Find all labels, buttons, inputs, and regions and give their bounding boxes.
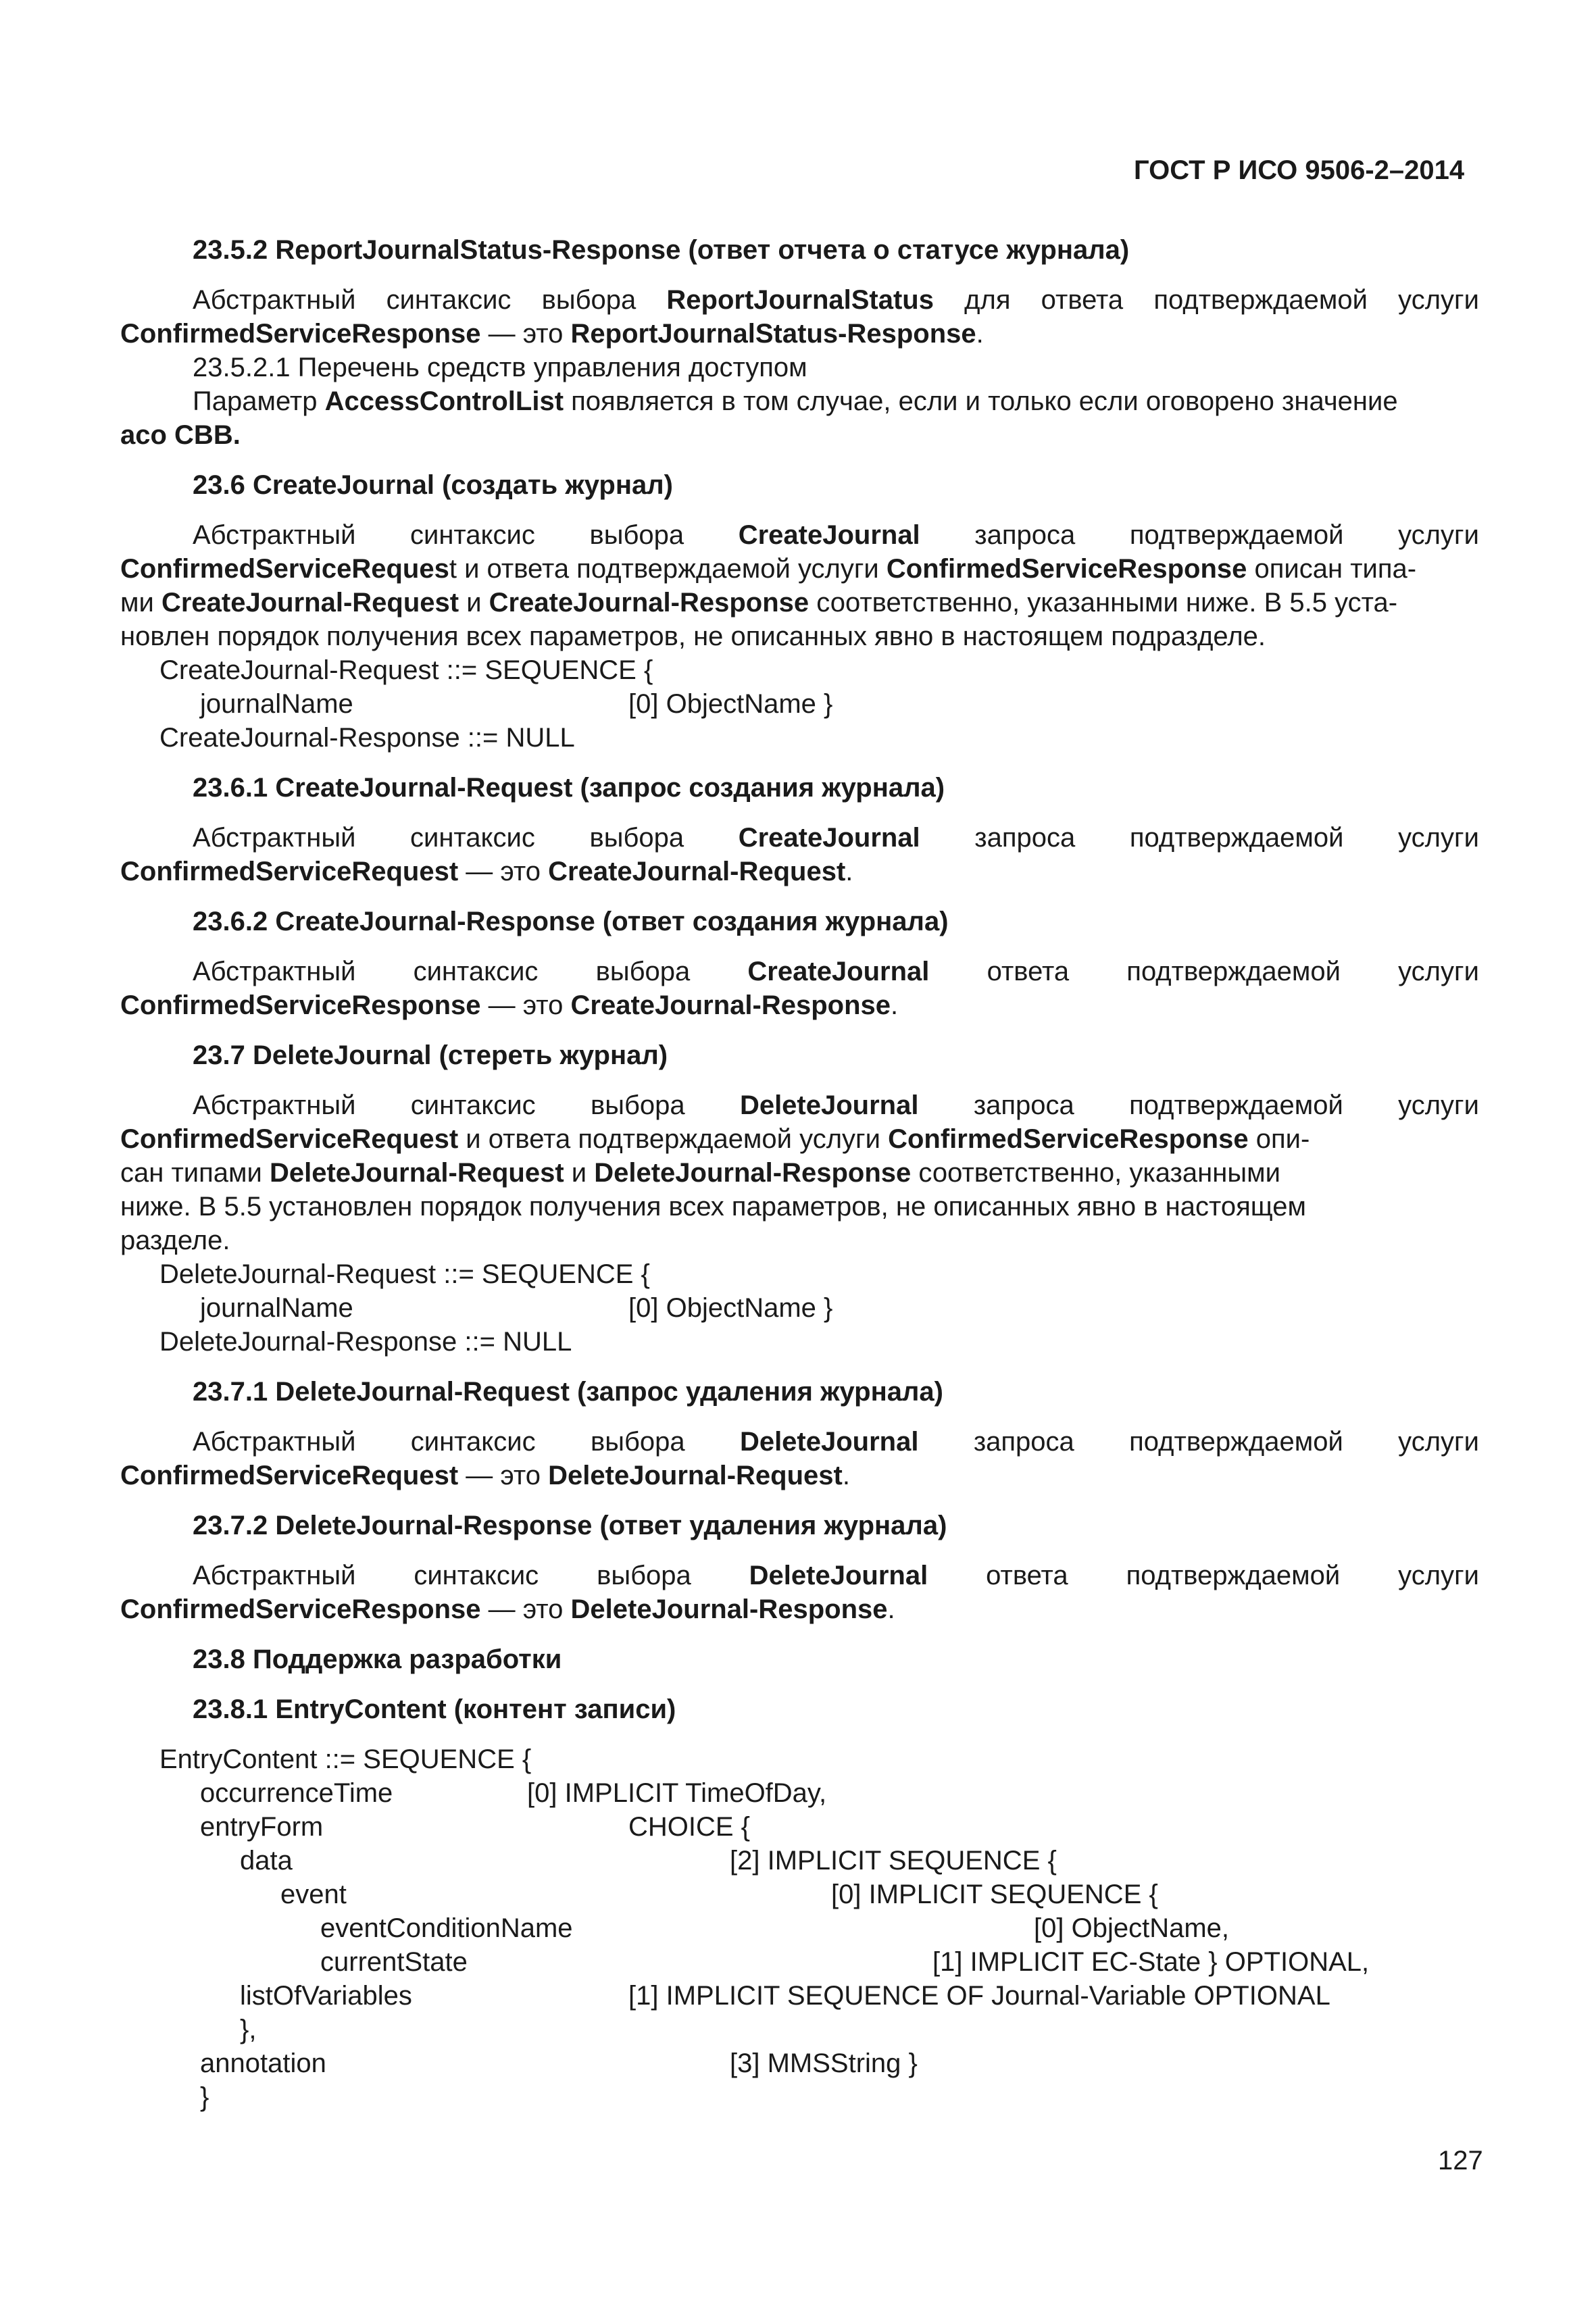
term: CreateJournal-Response [570,990,891,1020]
word: запроса [974,520,1076,550]
term: ReportJournalStatus-Response [570,319,976,349]
code-line: } [200,2082,209,2112]
word: услуги [1398,823,1479,853]
word: Абстрактный [193,1427,356,1457]
code-field-name: journalName [200,1293,353,1323]
code-field-name: entryForm [200,1812,324,1842]
word: услуги [1398,1427,1479,1457]
paragraph-line [193,822,1479,854]
word: запроса [973,1090,1074,1120]
word: выбора [590,1090,685,1120]
term: ConfirmedServiceResponse [120,319,481,349]
term: ReportJournalStatus [666,285,934,315]
paragraph-line [120,318,984,350]
word: услуги [1398,957,1479,986]
paragraph-line [120,1123,1310,1155]
code-field-type: [0] ObjectName } [628,689,833,719]
term: ConfirmedServiceRequest [120,857,459,886]
term: ConfirmedServiceReques [120,554,449,584]
text: появляется в том случае, если и только если оговорено значение [564,386,1398,416]
term: ConfirmedServiceRequest [120,1124,459,1154]
word: для [964,285,1011,315]
section-heading-23-5-2: 23.5.2 ReportJournalStatus-Response (ответ отчета о статусе журнала) [193,235,1130,265]
text: — это [480,319,571,349]
paragraph-line [120,855,853,888]
text: соответственно, указанными ниже. В 5.5 уста- [809,588,1398,618]
word: ответа [986,1561,1068,1590]
term: DeleteJournal-Response [570,1594,888,1624]
paragraph-line [120,1459,850,1492]
term: DeleteJournal [739,1427,919,1457]
word: синтаксис [386,285,512,315]
word: услуги [1398,1090,1479,1120]
word: Абстрактный [193,520,356,550]
text: — это [458,857,549,886]
word: синтаксис [410,520,535,550]
text: сан типами [120,1158,270,1188]
word: услуги [1398,1561,1479,1590]
paragraph-line [120,1157,1280,1189]
word: синтаксис [413,957,539,986]
code-field-name: occurrenceTime [200,1778,393,1808]
section-heading-23-8: 23.8 Поддержка разработки [193,1644,562,1674]
code-line: }, [240,2015,257,2044]
word: подтверждаемой [1129,823,1344,853]
paragraph-line [120,586,1397,619]
word: подтверждаемой [1129,1090,1343,1120]
code-field-type: [2] IMPLICIT SEQUENCE { [730,1846,1057,1876]
paragraph-line: aco CBB. [120,420,241,450]
word: выбора [541,285,637,315]
code-field-name: event [280,1880,347,1909]
code-field-name: eventConditionName [320,1913,573,1943]
paragraph-line [193,955,1479,988]
paragraph-line [193,1089,1479,1122]
word: ответа [1041,285,1124,315]
word: выбора [595,957,691,986]
paragraph-line [193,284,1479,316]
text: — это [480,1594,571,1624]
paragraph-line: разделе. [120,1226,230,1255]
section-heading-23-7: 23.7 DeleteJournal (стереть журнал) [193,1040,668,1070]
subclause-title: 23.5.2.1 Перечень средств управления доступом [193,353,807,382]
term: CreateJournal-Request [548,857,846,886]
term: DeleteJournal-Response [594,1158,912,1188]
paragraph-line [120,553,1416,585]
word: синтаксис [410,823,535,853]
term: CreateJournal [747,957,930,986]
code-field-type: [0] IMPLICIT SEQUENCE { [831,1880,1158,1909]
word: подтверждаемой [1129,1427,1343,1457]
word: Абстрактный [193,1561,356,1590]
term: CreateJournal-Request [161,588,459,618]
term: DeleteJournal-Request [548,1461,843,1490]
word: запроса [973,1427,1074,1457]
text: . [976,319,984,349]
code-line: DeleteJournal-Request ::= SEQUENCE { [159,1259,650,1289]
section-heading-23-7-1: 23.7.1 DeleteJournal-Request (запрос удаления журнала) [193,1377,943,1407]
section-heading-23-6-2: 23.6.2 CreateJournal-Response (ответ создания журнала) [193,907,949,936]
code-line: CreateJournal-Request ::= SEQUENCE { [159,655,653,685]
code-field-type: [3] MMSString } [730,2048,918,2078]
code-line: EntryContent ::= SEQUENCE { [159,1744,532,1774]
text: t [449,554,457,584]
text: и ответа подтверждаемой услуги [456,554,887,584]
paragraph-line [193,1559,1479,1592]
word: запроса [974,823,1076,853]
term: CreateJournal [738,520,920,550]
term: ConfirmedServiceResponse [120,990,481,1020]
word: выбора [597,1561,691,1590]
word: Абстрактный [193,1090,356,1120]
paragraph-line [193,1426,1479,1458]
text: ми [120,588,161,618]
word: Абстрактный [193,823,356,853]
word: услуги [1398,520,1479,550]
text: Параметр [193,386,325,416]
term: CreateJournal-Response [489,588,809,618]
word: выбора [589,823,684,853]
word: подтверждаемой [1129,520,1344,550]
text: описан типа- [1247,554,1417,584]
text: — это [480,990,571,1020]
code-line: CreateJournal-Response ::= NULL [159,723,575,753]
code-field-type: [0] ObjectName, [1034,1913,1230,1943]
word: синтаксис [410,1090,536,1120]
term: DeleteJournal [749,1561,928,1590]
code-field-type: [1] IMPLICIT EC-State } OPTIONAL, [932,1947,1370,1977]
code-line: DeleteJournal-Response ::= NULL [159,1327,572,1357]
text: опи- [1248,1124,1310,1154]
word: выбора [589,520,684,550]
paragraph-line [193,519,1479,551]
text: и [564,1158,595,1188]
text: соответственно, указанными [911,1158,1280,1188]
term: ConfirmedServiceResponse [886,554,1247,584]
section-heading-23-6-1: 23.6.1 CreateJournal-Request (запрос создания журнала) [193,773,945,803]
word: подтверждаемой [1153,285,1368,315]
term: ConfirmedServiceResponse [120,1594,481,1624]
page-number: 127 [1438,2146,1483,2175]
term: DeleteJournal-Request [269,1158,564,1188]
paragraph-line: ниже. В 5.5 установлен порядок получения всех параметров, не описанных явно в настоящем [120,1192,1306,1222]
section-heading-23-7-2: 23.7.2 DeleteJournal-Response (ответ удаления журнала) [193,1511,947,1540]
code-field-name: listOfVariables [240,1981,412,2011]
word: услуги [1398,285,1479,315]
word: синтаксис [410,1427,536,1457]
section-heading-23-8-1: 23.8.1 EntryContent (контент записи) [193,1694,676,1724]
text: . [887,1594,895,1624]
term: DeleteJournal [739,1090,919,1120]
text: . [845,857,853,886]
paragraph-line [193,385,1398,418]
code-field-type: [0] IMPLICIT TimeOfDay, [527,1778,827,1808]
document-id: ГОСТ Р ИСО 9506-2–2014 [1134,155,1465,185]
text: — это [458,1461,549,1490]
word: выбора [590,1427,685,1457]
code-field-type: CHOICE { [628,1812,751,1842]
text: . [891,990,899,1020]
term: ConfirmedServiceResponse [888,1124,1249,1154]
word: синтаксис [414,1561,539,1590]
paragraph-line [120,989,898,1022]
code-field-type: [1] IMPLICIT SEQUENCE OF Journal-Variable OPTIONAL [628,1981,1330,2011]
text: . [842,1461,850,1490]
word: подтверждаемой [1126,1561,1341,1590]
word: Абстрактный [193,285,356,315]
term: AccessControlList [324,386,564,416]
word: Абстрактный [193,957,356,986]
code-field-name: annotation [200,2048,326,2078]
code-field-type: [0] ObjectName } [628,1293,833,1323]
paragraph-line [120,1593,895,1626]
term: CreateJournal [738,823,920,853]
word: подтверждаемой [1126,957,1341,986]
text: и [459,588,489,618]
term: ConfirmedServiceRequest [120,1461,459,1490]
text: и ответа подтверждаемой услуги [458,1124,889,1154]
code-field-name: data [240,1846,293,1876]
word: ответа [987,957,1070,986]
paragraph-line: новлен порядок получения всех параметров, не описанных явно в настоящем подразделе. [120,622,1266,651]
code-field-name: currentState [320,1947,468,1977]
section-heading-23-6: 23.6 CreateJournal (создать журнал) [193,470,673,500]
code-field-name: journalName [200,689,353,719]
